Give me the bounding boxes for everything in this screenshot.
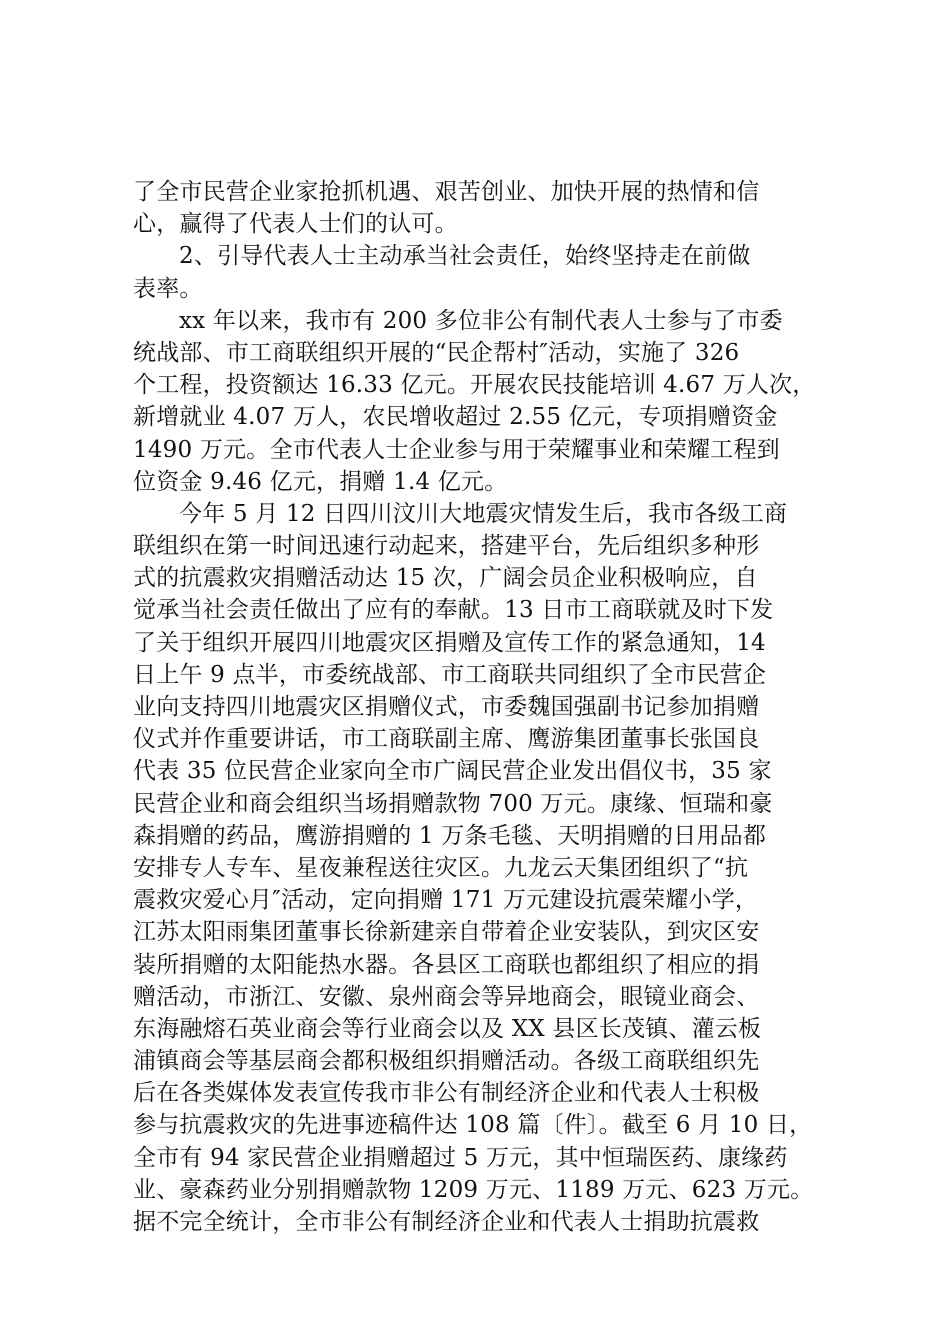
text-line: 了关于组织开展四川地震灾区捐赠及宣传工作的紧急通知，14 — [133, 629, 766, 656]
body-text — [133, 176, 833, 1238]
text-line: 日上午 9 点半，市委统战部、市工商联共同组织了全市民营企 — [133, 661, 767, 688]
text-line: 联组织在第一时间迅速行动起来，搭建平台，先后组织多种形 — [133, 533, 760, 560]
text-line: 赠活动，市浙江、安徽、泉州商会等异地商会，眼镜业商会、 — [133, 983, 760, 1010]
text-line: 民营企业和商会组织当场捐赠款物 700 万元。康缘、恒瑞和豪 — [133, 790, 773, 817]
text-line: 震救灾爱心月″活动，定向捐赠 171 万元建设抗震荣耀小学， — [133, 887, 759, 914]
text-line: 心，赢得了代表人士们的认可。 — [133, 211, 458, 238]
text-line: 1490 万元。全市代表人士企业参与用于荣耀事业和荣耀工程到 — [133, 436, 780, 463]
text-line: 东海融熔石英业商会等行业商会以及 XX 县区长茂镇、灌云板 — [133, 1015, 762, 1042]
text-line: 浦镇商会等基层商会都积极组织捐赠活动。各级工商联组织先 — [133, 1048, 760, 1075]
text-line: 表率。 — [133, 275, 203, 302]
text-line: 江苏太阳雨集团董事长徐新建亲自带着企业安装队，到灾区安 — [133, 919, 760, 946]
text-line: 代表 35 位民营企业家向全市广阔民营企业发出倡仪书，35 家 — [133, 758, 772, 785]
text-line: 全市有 94 家民营企业捐赠超过 5 万元，其中恒瑞医药、康缘药 — [133, 1144, 788, 1171]
text-line: 位资金 9.46 亿元，捐赠 1.4 亿元。 — [133, 468, 508, 495]
text-line: 统战部、市工商联组织开展的“民企帮村″活动，实施了 326 — [133, 339, 740, 366]
text-line: 装所捐赠的太阳能热水器。各县区工商联也都组织了相应的捐 — [133, 951, 760, 978]
text-line: 业向支持四川地震灾区捐赠仪式，市委魏国强副书记参加捐赠 — [133, 694, 760, 720]
text-line: 据不完全统计，全市非公有制经济企业和代表人士捐助抗震救 — [133, 1209, 760, 1235]
text-line: 业、豪森药业分别捐赠款物 1209 万元、1189 万元、623 万元。 — [133, 1176, 814, 1203]
text-line: 式的抗震救灾捐赠活动达 15 次，广阔会员企业积极响应，自 — [133, 565, 758, 592]
text-line: 参与抗震救灾的先进事迹稿件达 108 篇〔件〕。截至 6 月 10 日， — [133, 1112, 813, 1139]
text-line: 后在各类媒体发表宣传我市非公有制经济企业和代表人士积极 — [133, 1080, 760, 1107]
text-line: 仪式并作重要讲话，市工商联副主席、鹰游集团董事长张国良 — [133, 726, 760, 753]
text-line: 了全市民营企业家抢抓机遇、艰苦创业、加快开展的热情和信 — [133, 179, 760, 205]
text-line: 森捐赠的药品，鹰游捐赠的 1 万条毛毯、天明捐赠的日用品都 — [133, 822, 767, 849]
text-line: 新增就业 4.07 万人，农民增收超过 2.55 亿元，专项捐赠资金 — [133, 404, 778, 431]
text-line: 2、引导代表人士主动承当社会责任，始终坚持走在前做 — [179, 243, 751, 270]
text-line: 觉承当社会责任做出了应有的奉献。13 日市工商联就及时下发 — [133, 597, 774, 624]
text-line: 安排专人专车、星夜兼程送往灾区。九龙云天集团组织了“抗 — [133, 854, 749, 881]
text-line: xx 年以来，我市有 200 多位非公有制代表人士参与了市委 — [179, 307, 783, 334]
text-line: 个工程，投资额达 16.33 亿元。开展农民技能培训 4.67 万人次， — [133, 372, 816, 399]
text-line: 今年 5 月 12 日四川汶川大地震灾情发生后，我市各级工商 — [179, 500, 788, 527]
